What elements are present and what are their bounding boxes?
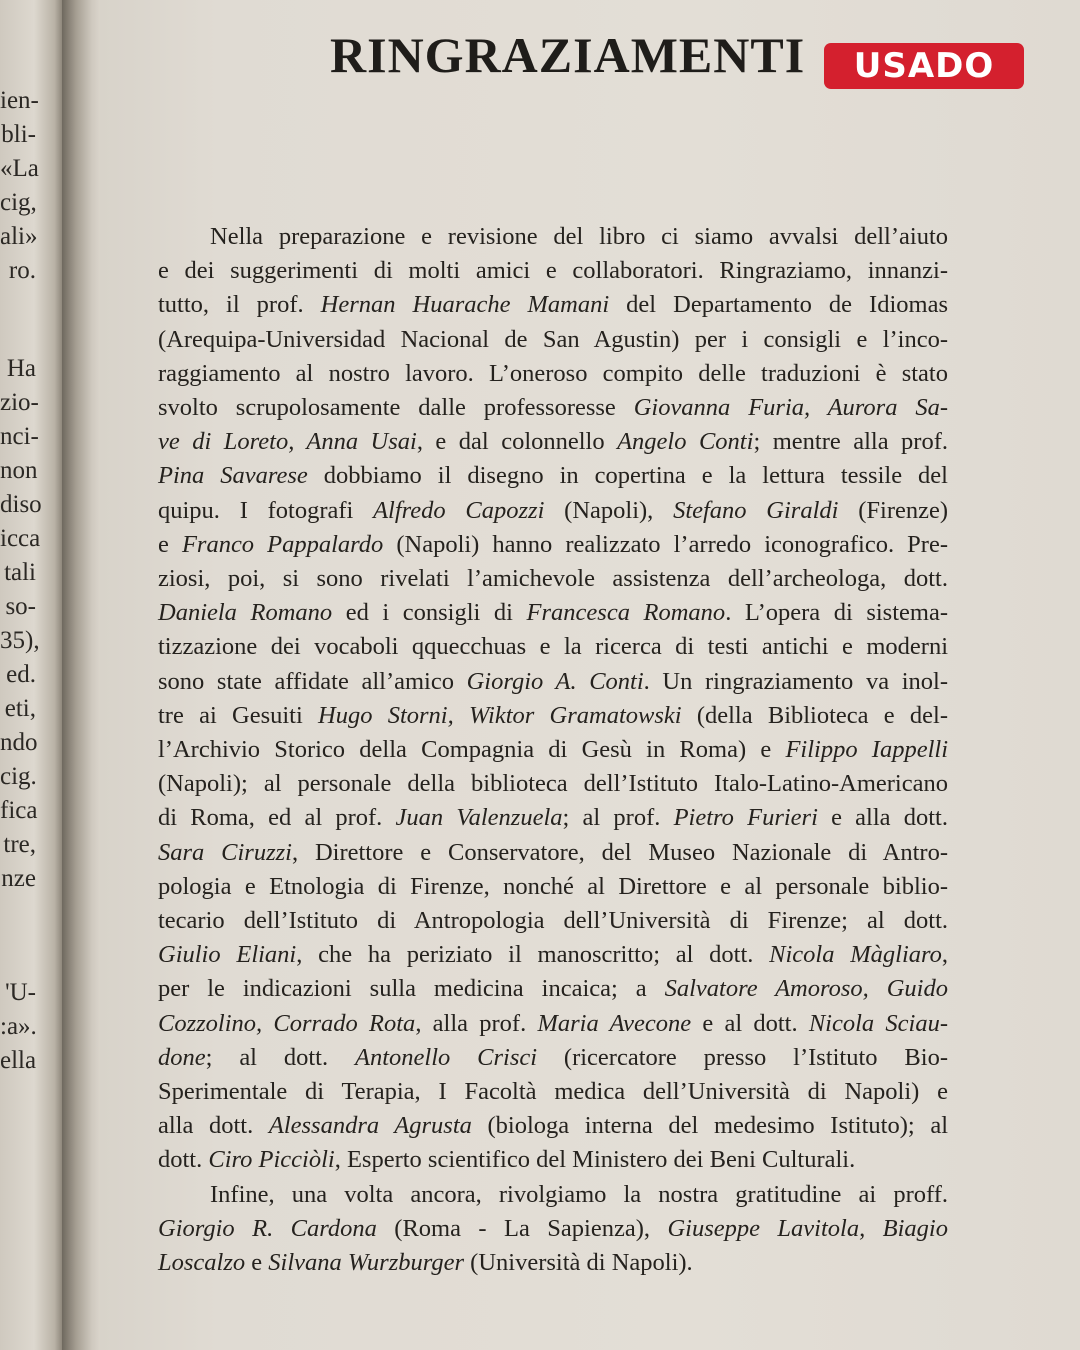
text-line	[158, 630, 948, 664]
left-page-fragment: 'U-	[5, 979, 36, 1006]
text-line	[158, 528, 948, 562]
text-line	[158, 562, 948, 596]
text-line	[158, 665, 948, 699]
text-run: ziosi, poi, si sono rivelati l’amichevole assistenza dell’archeologa, dott.	[158, 565, 948, 593]
left-page-fragment: «La	[0, 155, 39, 182]
text-run: tre ai Gesuiti	[158, 701, 319, 729]
left-page-fragment: nci-	[0, 423, 39, 450]
text-line	[158, 357, 948, 391]
text-run: l’Archivio Storico della Compagnia di Gesù in Roma) e	[158, 736, 786, 764]
left-page-fragment: ella	[0, 1047, 37, 1074]
left-page-fragment: :a».	[0, 1013, 37, 1040]
italic-name: Giovanna Furia, Aurora Sa-	[633, 394, 948, 422]
text-line	[158, 1041, 948, 1075]
text-run: Infine, una volta ancora, rivolgiamo la nostra gratitudine ai proff.	[210, 1180, 948, 1208]
text-run: Nella preparazione e revisione del libro ci siamo avvalsi dell’aiuto	[210, 223, 948, 250]
text-run: ; al dott.	[205, 1043, 355, 1071]
left-page-fragment: ndo	[0, 729, 38, 756]
text-line	[158, 938, 948, 972]
book-gutter	[62, 0, 102, 1350]
page-title: RINGRAZIAMENTI	[330, 27, 806, 83]
italic-name: Alfredo Capozzi	[373, 496, 545, 524]
text-line	[158, 1143, 948, 1177]
italic-name: Francesca Romano	[526, 599, 726, 627]
text-run: , Direttore e Conservatore, del Museo Nazionale di Antro-	[291, 838, 948, 866]
italic-name: Filippo Iappelli	[785, 736, 949, 764]
text-line	[158, 254, 948, 288]
left-page-fragment: ro.	[8, 257, 36, 284]
text-line	[158, 801, 948, 835]
text-run: tutto, il prof.	[158, 291, 321, 319]
text-line	[158, 1075, 948, 1109]
italic-name: Hernan Huarache Mamani	[320, 291, 610, 319]
italic-name: Cozzolino, Corrado Rota	[158, 1009, 416, 1037]
left-page-fragment: ien-	[0, 87, 39, 114]
left-page-edge	[0, 0, 62, 1350]
used-condition-badge: USADO	[824, 43, 1024, 89]
text-run: (Napoli),	[544, 496, 674, 524]
italic-name: Alessandra Agrusta	[268, 1112, 472, 1140]
text-run: (Napoli); al personale della biblioteca dell’Istituto Italo-Latino-Americano	[158, 770, 948, 798]
left-page-fragment: fica	[0, 797, 38, 824]
left-page-fragment: 35),	[0, 627, 40, 654]
text-run: pologia e Etnologia di Firenze, nonché al Direttore e al personale biblio-	[158, 872, 948, 900]
text-run: (della Biblioteca e del-	[681, 701, 948, 729]
text-run: . Un ringraziamento va inol-	[643, 667, 948, 695]
left-page-fragment: non	[0, 457, 38, 484]
text-line	[158, 972, 948, 1006]
left-page-fragment: ali»	[0, 223, 38, 250]
text-line	[158, 391, 948, 425]
italic-name: Antonello Crisci	[355, 1043, 538, 1071]
text-line	[158, 904, 948, 938]
italic-name: Giorgio A. Conti	[466, 667, 644, 695]
italic-name: Sara Ciruzzi	[158, 838, 292, 866]
italic-name: Hugo Storni, Wiktor Gramatowski	[318, 701, 682, 729]
left-page-fragment: eti,	[4, 695, 36, 722]
text-run: e	[158, 530, 182, 558]
italic-name: Giorgio R. Cardona	[158, 1214, 377, 1242]
italic-name: ve di Loreto, Anna Usai	[158, 428, 417, 456]
text-run: (Firenze)	[838, 496, 949, 524]
left-page-fragment: so-	[5, 593, 36, 620]
text-run: dott.	[158, 1146, 209, 1174]
text-run: , e dal colonnello	[416, 428, 618, 456]
text-line	[158, 323, 948, 357]
italic-name: Ciro Picciòli	[208, 1146, 335, 1174]
italic-name: Franco Pappalardo	[181, 530, 384, 558]
text-run: , alla prof.	[415, 1009, 538, 1037]
text-run: ; mentre alla prof.	[753, 428, 948, 456]
text-line	[158, 596, 948, 630]
text-run: (Roma - La Sapienza),	[376, 1214, 668, 1242]
left-page-fragment: tre,	[3, 831, 36, 858]
text-run: ed i consigli di	[332, 599, 527, 627]
text-line	[158, 288, 948, 322]
italic-name: Giuseppe Lavitola, Biagio	[667, 1214, 948, 1242]
text-run: raggiamento al nostro lavoro. L’oneroso compito delle traduzioni è stato	[158, 359, 948, 387]
text-run: di Roma, ed al prof.	[158, 804, 396, 832]
text-run: (Università di Napoli).	[464, 1249, 693, 1277]
text-run: (Arequipa-Universidad Nacional de San Agustin) per i consigli e l’inco-	[158, 325, 948, 353]
text-run: tizzazione dei vocaboli qquecchuas e la ricerca di testi antichi e moderni	[158, 633, 948, 661]
italic-name: Salvatore Amoroso, Guido	[664, 975, 948, 1003]
text-run: , che ha periziato il manoscritto; al dott.	[296, 941, 770, 969]
text-line	[158, 1007, 948, 1041]
text-line	[158, 836, 948, 870]
text-run: e al dott.	[691, 1009, 809, 1037]
text-run: , Esperto scientifico del Ministero dei Beni Culturali.	[334, 1146, 856, 1174]
left-page-fragment: Ha	[6, 355, 36, 382]
left-page-fragment: cig,	[0, 189, 37, 216]
text-run: quipu. I fotografi	[158, 496, 374, 524]
italic-name: Nicola Màgliaro	[769, 941, 942, 969]
left-page-fragment: diso	[0, 491, 42, 518]
text-line	[158, 459, 948, 493]
italic-name: Juan Valenzuela	[395, 804, 563, 832]
italic-name: Pina Savarese	[158, 462, 308, 490]
left-page-fragment: cig.	[0, 763, 37, 790]
italic-name: Daniela Romano	[158, 599, 333, 627]
text-run: (ricercatore presso l’Istituto Bio-	[537, 1043, 948, 1071]
text-run: dobbiamo il disegno in copertina e la lettura tessile del	[307, 462, 948, 490]
text-line	[158, 1212, 948, 1246]
text-run: e dei suggerimenti di molti amici e collaboratori. Ringraziamo, innanzi-	[158, 257, 948, 285]
italic-name: Maria Avecone	[537, 1009, 692, 1037]
text-line	[158, 733, 948, 767]
text-run: Sperimentale di Terapia, I Facoltà medica dell’Università di Napoli) e	[158, 1078, 948, 1106]
left-page-fragment: nze	[1, 865, 36, 892]
text-run: svolto scrupolosamente dalle professoresse	[158, 394, 634, 422]
left-page-fragment: zio-	[0, 389, 39, 416]
text-run: e	[245, 1249, 269, 1277]
text-run: alla dott.	[158, 1112, 269, 1140]
text-run: . L’opera di sistema-	[725, 599, 948, 627]
text-line	[158, 494, 948, 528]
italic-name: Nicola Sciau-	[808, 1009, 948, 1037]
text-line	[158, 220, 948, 254]
text-line	[158, 425, 948, 459]
italic-name: Loscalzo	[158, 1249, 246, 1277]
text-run: e alla dott.	[817, 804, 948, 832]
text-line	[158, 1246, 948, 1280]
left-page-fragment: bli-	[1, 121, 36, 148]
text-line	[158, 767, 948, 801]
italic-name: Giulio Eliani	[158, 941, 297, 969]
italic-name: done	[158, 1043, 206, 1071]
left-page-fragment: ed.	[6, 661, 36, 688]
text-run: del Departamento de Idiomas	[609, 291, 948, 319]
left-page-fragment: icca	[0, 525, 41, 552]
italic-name: Silvana Wurzburger	[268, 1249, 465, 1277]
text-line	[158, 699, 948, 733]
text-run: ; al prof.	[562, 804, 674, 832]
italic-name: Pietro Furieri	[673, 804, 818, 832]
italic-name: Stefano Giraldi	[673, 496, 839, 524]
left-page-fragment: tali	[4, 559, 36, 586]
text-line	[158, 870, 948, 904]
text-run: ,	[941, 941, 949, 969]
text-line	[158, 1178, 948, 1212]
text-run: tecario dell’Istituto di Antropologia dell’Università di Firenze; al dott.	[158, 907, 948, 935]
text-run: (biologa interna del medesimo Istituto); al	[471, 1112, 949, 1140]
text-run: sono state affidate all’amico	[158, 667, 467, 695]
italic-name: Angelo Conti	[617, 428, 754, 456]
text-run: per le indicazioni sulla medicina incaica; a	[158, 975, 665, 1003]
text-line	[158, 1109, 948, 1143]
text-run: (Napoli) hanno realizzato l’arredo iconografico. Pre-	[383, 530, 948, 558]
acknowledgements-text	[158, 220, 948, 1280]
